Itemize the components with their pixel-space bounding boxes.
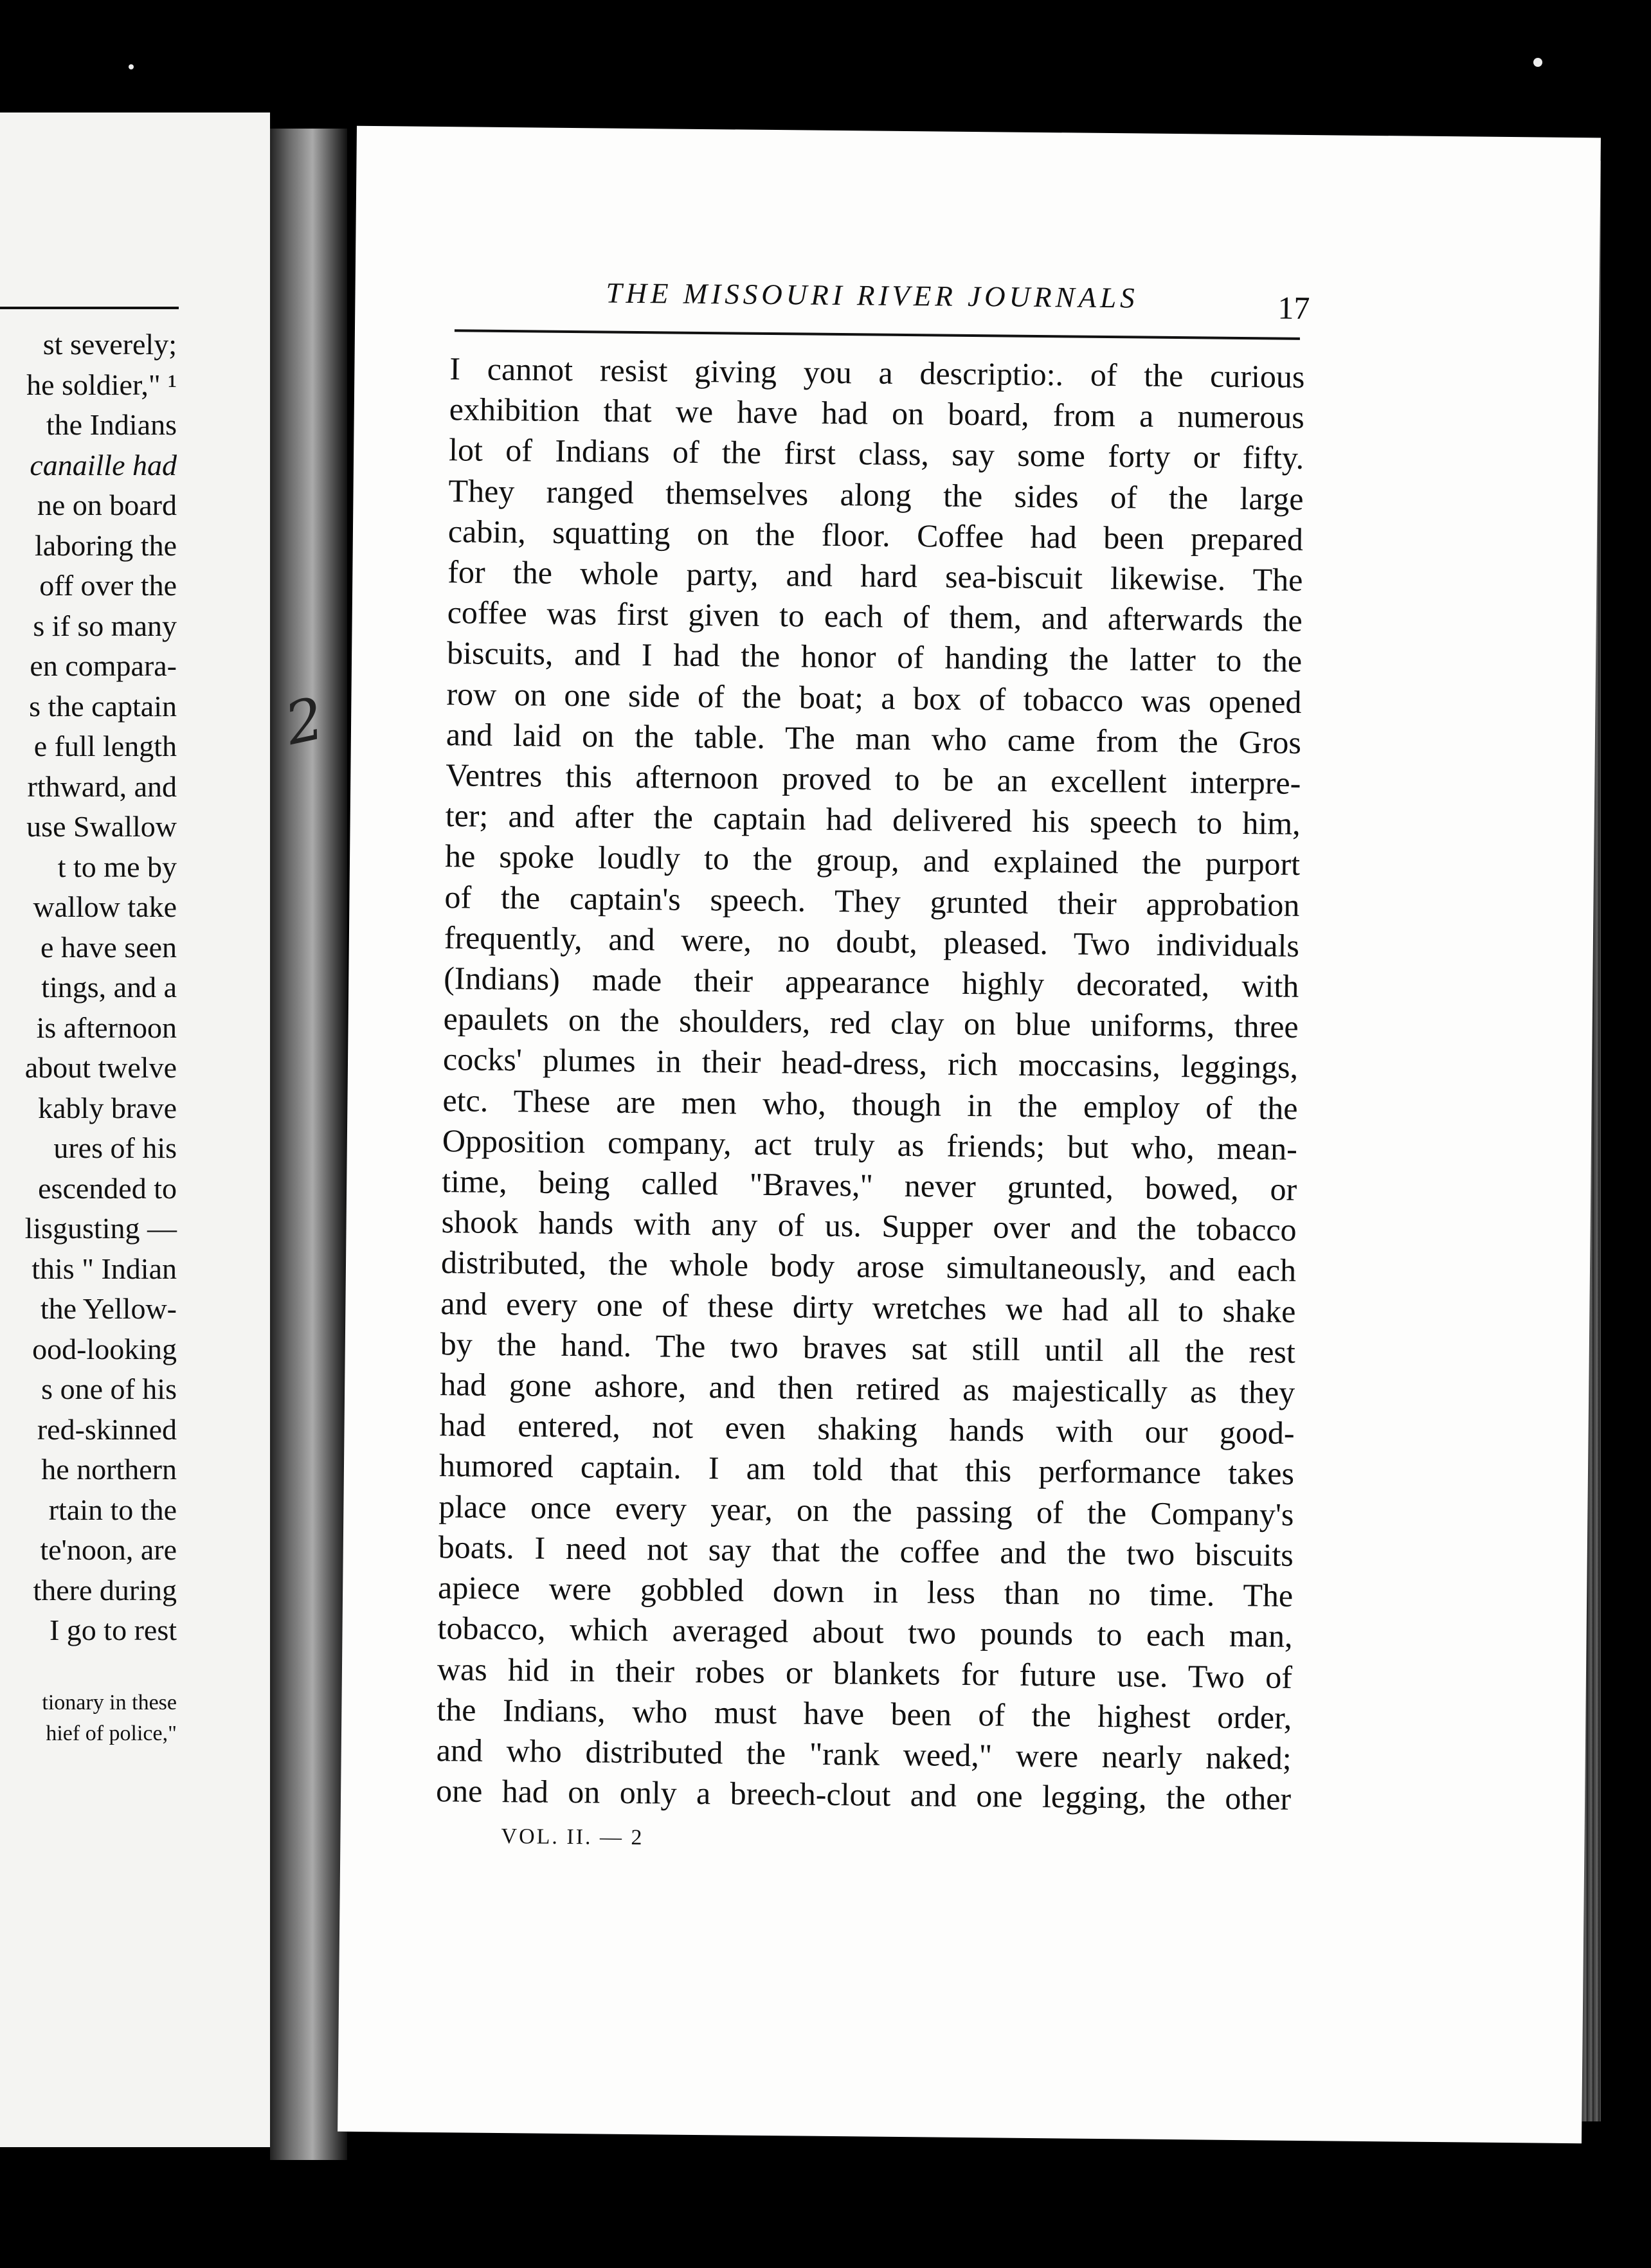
left-page-line: about twelve bbox=[24, 1051, 177, 1084]
body-line: tobacco, which averaged about two pounds to each man, bbox=[437, 1610, 1293, 1655]
book-gutter bbox=[270, 129, 347, 2160]
body-line: humored captain. I am told that this performance takes bbox=[438, 1447, 1295, 1492]
left-page-rule bbox=[0, 307, 179, 309]
running-title: THE MISSOURI RIVER JOURNALS bbox=[606, 276, 1139, 314]
head-rule bbox=[455, 329, 1300, 340]
left-page-line: is afternoon bbox=[36, 1011, 177, 1044]
body-line: Opposition company, act truly as friends; but who, mean- bbox=[442, 1122, 1298, 1167]
body-text bbox=[436, 348, 1305, 1819]
body-line: and laid on the table. The man who came from the Gros bbox=[446, 716, 1302, 760]
body-line: for the whole party, and hard sea-biscuit likewise. The bbox=[447, 554, 1303, 598]
left-page-footnote bbox=[42, 1688, 177, 1749]
body-line: lot of Indians of the first class, say some forty or fifty. bbox=[448, 431, 1304, 476]
body-line: shook hands with any of us. Supper over and the tobacco bbox=[441, 1203, 1297, 1248]
body-line: distributed, the whole body arose simultaneously, and each bbox=[440, 1244, 1297, 1289]
body-line: boats. I need not say that the coffee and the two biscuits bbox=[438, 1528, 1294, 1573]
body-line: row on one side of the boat; a box of tobacco was opened bbox=[446, 675, 1302, 720]
page-number: 17 bbox=[1277, 289, 1310, 327]
body-line: time, being called "Braves," never grunted, bowed, or bbox=[442, 1163, 1297, 1207]
left-page-line: he northern bbox=[41, 1453, 177, 1486]
body-line: apiece were gobbled down in less than no time. The bbox=[437, 1569, 1294, 1614]
left-page-line: he soldier," ¹ bbox=[26, 368, 177, 401]
body-line: had entered, not even shaking hands with our good- bbox=[439, 1407, 1295, 1452]
left-page-line: ne on board bbox=[37, 489, 177, 521]
body-line: (Indians) made their appearance highly decorated, with bbox=[444, 960, 1299, 1004]
right-page bbox=[338, 126, 1601, 2143]
left-page-line: ood-looking bbox=[32, 1332, 177, 1365]
body-line: place once every year, on the passing of the Company's bbox=[438, 1488, 1294, 1533]
body-line: he spoke loudly to the group, and explained the purport bbox=[444, 838, 1301, 883]
body-line: was hid in their robes or blankets for future use. Two of bbox=[437, 1650, 1293, 1695]
left-page-line: s one of his bbox=[41, 1372, 177, 1405]
running-head bbox=[355, 274, 1600, 331]
body-line: of the captain's speech. They grunted their approbation bbox=[444, 878, 1300, 923]
body-line: They ranged themselves along the sides of the large bbox=[448, 472, 1304, 517]
speck bbox=[129, 64, 134, 69]
body-line: epaulets on the shoulders, red clay on blue uniforms, three bbox=[443, 1000, 1299, 1045]
body-line: coffee was first given to each of them, and afterwards the bbox=[447, 594, 1303, 639]
left-page-line: rtain to the bbox=[48, 1493, 177, 1526]
left-page-line: en compara- bbox=[30, 649, 177, 682]
body-line: had gone ashore, and then retired as majestically as they bbox=[439, 1366, 1295, 1410]
body-line: and who distributed the "rank weed," were nearly naked; bbox=[436, 1731, 1292, 1776]
left-page-line: e have seen bbox=[41, 930, 177, 964]
left-page-line: tings, and a bbox=[41, 971, 177, 1004]
body-line: frequently, and were, no doubt, pleased. Two individuals bbox=[444, 919, 1300, 964]
left-page-line: s the captain bbox=[29, 689, 177, 723]
body-line: one had on only a breech-clout and one legging, the other bbox=[435, 1772, 1292, 1817]
left-page-line: rthward, and bbox=[27, 770, 177, 803]
left-page-line: e full length bbox=[33, 730, 177, 762]
left-page-line: ures of his bbox=[53, 1131, 177, 1164]
left-page-line: there during bbox=[33, 1573, 177, 1607]
pencil-mark: 2 bbox=[279, 685, 330, 759]
left-page-line: s if so many bbox=[33, 609, 177, 642]
left-page-line: escended to bbox=[38, 1171, 177, 1205]
left-page-line: I go to rest bbox=[49, 1614, 177, 1646]
body-line: etc. These are men who, though in the employ of the bbox=[442, 1081, 1298, 1126]
body-line: by the hand. The two braves sat still until all the rest bbox=[440, 1325, 1296, 1370]
body-line: cocks' plumes in their head-dress, rich moccasins, leggings, bbox=[442, 1041, 1299, 1086]
body-line: I cannot resist giving you a descriptio:. of the curious bbox=[449, 350, 1305, 395]
left-page-line: laboring the bbox=[35, 528, 177, 562]
left-page-line: wallow take bbox=[33, 890, 177, 923]
body-line: the Indians, who must have been of the highest order, bbox=[437, 1691, 1292, 1736]
left-page-line: the Yellow- bbox=[40, 1292, 177, 1325]
left-footnote-line: tionary in these bbox=[42, 1691, 177, 1715]
left-footnote-line: hief of police," bbox=[46, 1722, 177, 1745]
left-page-line: the Indians bbox=[46, 408, 177, 441]
left-page-line: off over the bbox=[39, 569, 177, 602]
left-page-text bbox=[25, 325, 177, 1651]
left-page-line: kably brave bbox=[38, 1091, 177, 1124]
body-line: cabin, squatting on the floor. Coffee had been prepared bbox=[447, 512, 1304, 557]
left-page-line: lisgusting — bbox=[24, 1212, 177, 1245]
body-line: biscuits, and I had the honor of handing the latter to the bbox=[446, 634, 1303, 680]
body-line: and every one of these dirty wretches we had all to shake bbox=[440, 1284, 1296, 1329]
left-page bbox=[0, 113, 270, 2147]
body-line: exhibition that we have had on board, from a numerous bbox=[449, 391, 1305, 436]
left-page-line: st severely; bbox=[42, 328, 177, 361]
left-page-line: canaille had bbox=[30, 448, 177, 482]
left-page-line: t to me by bbox=[57, 850, 177, 883]
speck bbox=[1533, 58, 1542, 67]
body-line: Ventres this afternoon proved to be an excellent interpre- bbox=[446, 757, 1301, 801]
body-line: ter; and after the captain had delivered his speech to him, bbox=[445, 797, 1301, 842]
left-page-line: use Swallow bbox=[26, 810, 177, 843]
left-page-line: te'noon, are bbox=[40, 1533, 177, 1566]
left-page-line: red-skinned bbox=[37, 1412, 177, 1446]
signature-mark: VOL. II. — 2 bbox=[501, 1824, 644, 1850]
left-page-line: this " Indian bbox=[32, 1252, 177, 1285]
